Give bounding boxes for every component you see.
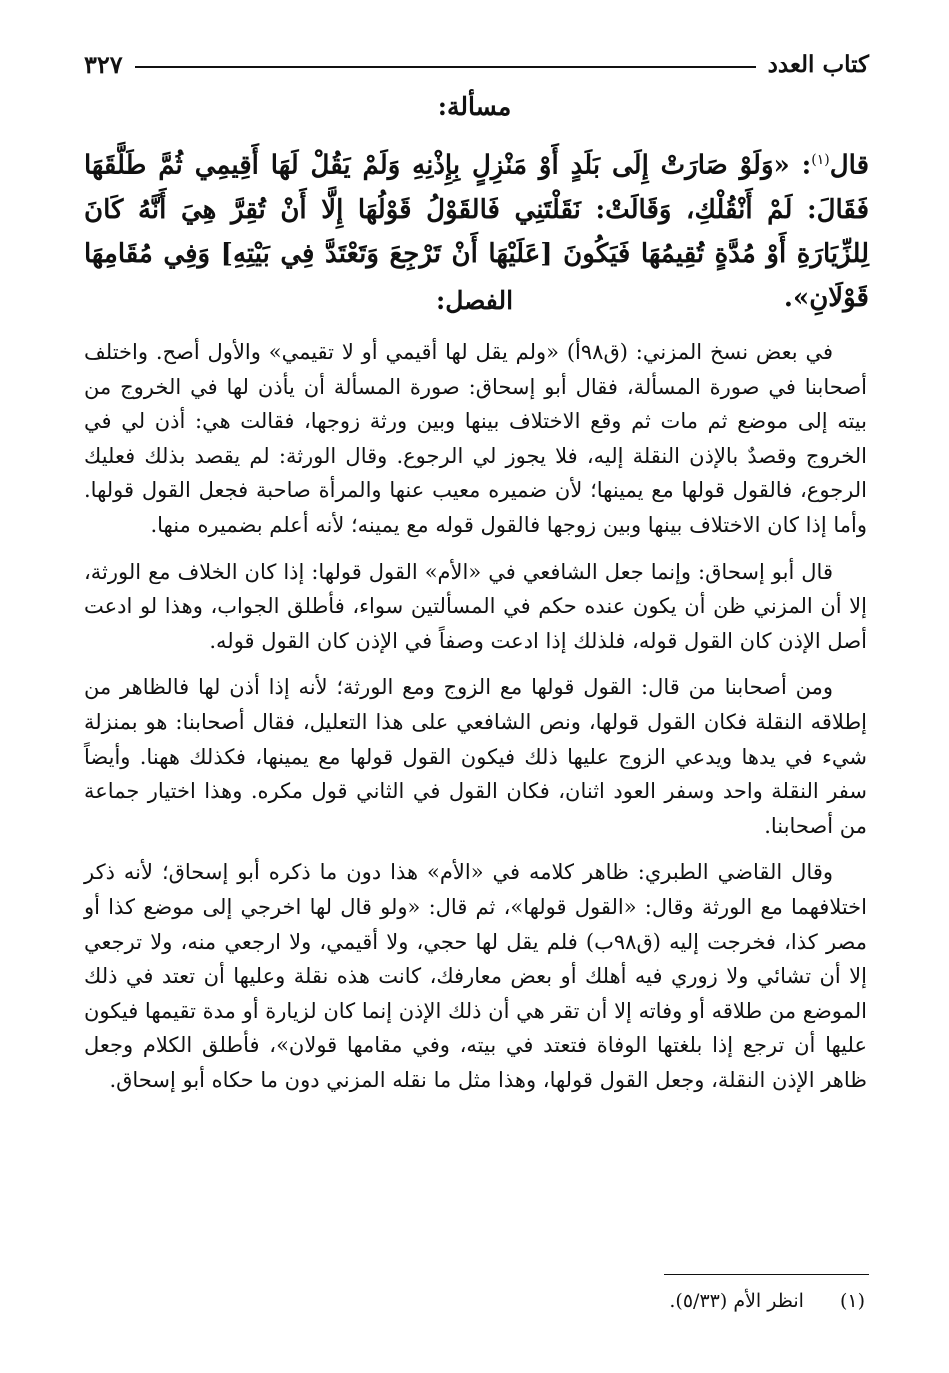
commentary-body	[84, 335, 867, 1109]
page-number: ٣٢٧	[84, 49, 123, 79]
footnote-rule	[664, 1274, 869, 1275]
footnote-marker: (١)	[811, 152, 830, 168]
footnote-text: انظر الأم (٥/٣٣).	[669, 1290, 804, 1312]
masala-prefix: قال	[829, 150, 869, 181]
page-header	[84, 44, 869, 84]
paragraph: في بعض نسخ المزني: (ق٩٨أ) «ولم يقل لها أقيمي أو لا تقيمي» والأول أصح. واختلف أصحابنا في صورة المسألة، فقال أبو إسحاق: صورة المسألة أن يأذن لها في الخروج من بيته إلى موضع ثم مات ثم وقع الاختلاف بينها وبين ورثة زوجها، فقالت هي: أذن لي في الخروج وقصدٌ بالإذن النقلة إليه، فلا يجوز لي الرجوع. وقال الورثة: لم يقصد بذلك فعليك الرجوع، فالقول قولها مع يمينها؛ لأن ضميره معيب عنها والمرأة صاحبة فجعل القول قولها. وأما إذا كان الاختلاف بينها وبين زوجها فالقول قوله مع يمينه؛ لأنه أعلم بضميره منها.	[84, 340, 867, 537]
fasl-heading: الفصل:	[435, 286, 514, 315]
masala-heading: مسألة:	[437, 92, 512, 121]
paragraph: قال أبو إسحاق: وإنما جعل الشافعي في «الأم» القول قولها: إذا كان الخلاف مع الورثة، إلا أن المزني ظن أن يكون عنده حكم في المسألتين سواء، فأطلق الجواب، وهذا لو ادعت أصل الإذن كان القول قوله، فلذلك إذا ادعت وصفاً في الإذن كان القول قوله.	[84, 559, 867, 653]
paragraph: وقال القاضي الطبري: ظاهر كلامه في «الأم» هذا دون ما ذكره أبو إسحاق؛ لأنه ذكر اختلافهما مع الورثة وقال: «القول قولها»، ثم قال: «ولو قال لها اخرجي إلى موضع كذا أو مصر كذا، فخرجت إليه (ق٩٨ب) فلم يقل لها حجي، ولا أقيمي، ولا ارجعي منه، ولا ترجعي إلا أن تشائي ولا زوري فيه أهلك أو بعض معارفك، كانت هذه نقلة وعليها أن تعتد في ذلك الموضع من طلاقه أو وفاته إلا أن تقر هي أن ذلك الإذن إنما كان لزيارة أو مدة تقيمها فيكون عليها أن ترجع إذا بلغتها الوفاة فتعتد في بيته، وفي مقامها قولان»، فأطلق الكلام وجعل ظاهر الإذن النقلة، وجعل القول قولها، وهذا مثل ما نقله المزني دون ما حكاه أبو إسحاق.	[84, 860, 867, 1092]
masala-body: : «وَلَوْ صَارَتْ إِلَى بَلَدٍ أَوْ مَنْزِلٍ بِإِذْنِهِ وَلَمْ يَقُلْ لَهَا أَقِيمِي ثُمَّ طَلَّقَهَا فَقَالَ: لَمْ أَنْقُلْكِ، وَقَالَتْ: نَقَلْتَنِي فَالقَوْلُ قَوْلُهَا إِلَّا أَنْ تُقِرَّ هِيَ أَنَّهُ كَانَ لِلزِّيَارَةِ أَوْ مُدَّةٍ تُقِيمُهَا فَيَكُونَ [عَلَيْهَا أَنْ تَرْجِعَ وَتَعْتَدَّ فِي بَيْتِهِ] وَفِي مُقَامِهَا قَوْلَانِ».	[84, 150, 869, 313]
running-title: كتاب العدد	[767, 50, 869, 78]
footnote	[669, 1290, 865, 1312]
header-rule	[135, 66, 756, 68]
paragraph: ومن أصحابنا من قال: القول قولها مع الزوج ومع الورثة؛ لأنه إذا أذن لها فالظاهر من إطلاقه النقلة فكان القول قولها، ونص الشافعي على هذا التعليل، فقال أصحابنا: هو بمنزلة شيء في يدها ويدعي الزوج عليها ذلك فيكون القول قولها مع يمينها، فكذلك ههنا. وأيضاً سفر النقلة واحد وسفر العود اثنان، فكان القول في الثاني قول مكره. وهذا اختيار جماعة من أصحابنا.	[84, 675, 867, 838]
footnote-number: (١)	[839, 1290, 865, 1312]
